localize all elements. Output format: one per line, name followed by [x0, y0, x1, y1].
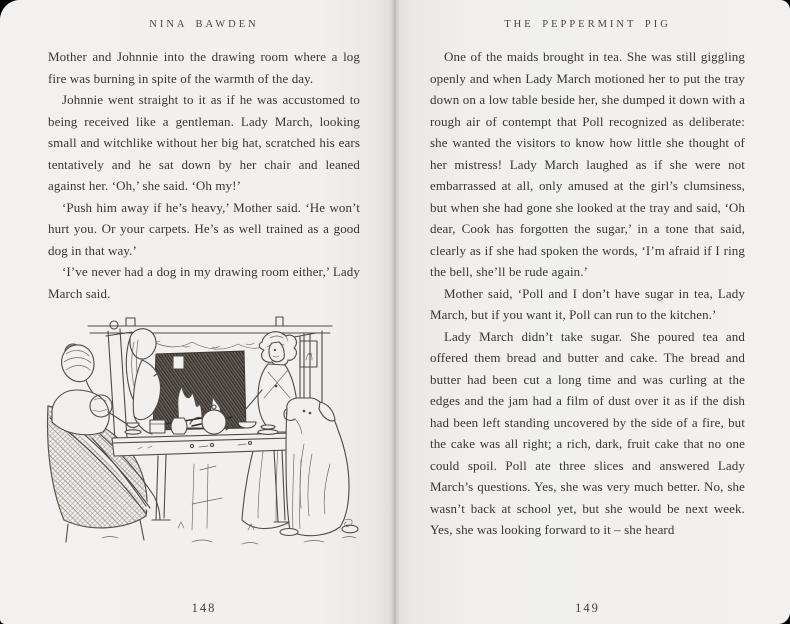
- page-number-right: 149: [575, 601, 600, 615]
- paragraph: Johnnie went straight to it as if he was accustomed to being received like a gentleman. Lady March, looking small and witchlike without her big hat, scratched his ears tentatively and he sat down by her chair and leaned against her. ‘Oh,’ she said. ‘Oh my!’: [48, 92, 360, 193]
- running-head-title: THE PEPPERMINT PIG: [504, 19, 671, 30]
- page-number-left: 148: [191, 601, 217, 615]
- paragraph: One of the maids brought in tea. She was still giggling openly and when Lady March motioned her to put the tray down on a low table beside her, she dumped it down with a rough air of contempt that Poll recognized as deliberate: she wanted the visitors to know how little she thought of her mistress! Lady March laughed as if she were not embarrassed at all, only amused at the girl’s clumsiness, but when she had gone she looked at the tray and said, ‘Oh dear, Cook has forgotten the sugar,’ in a tone that said, clearly as if she had spoken the words, ‘I’m afraid if I ring the bell, she’ll be rude again.’: [430, 49, 745, 279]
- paragraph: ‘Push him away if he’s heavy,’ Mother said. ‘He won’t hurt you. Or your carpets. He’s as well trained as a good dog in that way.’: [48, 199, 360, 258]
- right-page-inner: [395, 0, 790, 624]
- right-body-text: [430, 46, 745, 541]
- running-head-author: NINA BAWDEN: [149, 19, 259, 30]
- left-body-text: [48, 46, 360, 304]
- paragraph: Mother said, ‘Poll and I don’t have sugar in tea, Lady March, but if you want it, Poll can run to the kitchen.’: [430, 285, 745, 322]
- paragraph: Lady March didn’t take sugar. She poured tea and offered them bread and butter and cake. The bread and butter had been cut a long time and was curling at the edges and the jam had a film of dust over it as if the dish had been left standing uncovered by the side of a fire, but the cake was all right; a rich, dark, fruit cake that no one could spoil. Poll ate three slices and answered Lady March’s questions. Yes, she was very much better. No, she wasn’t back at school yet, but she would be next week. Yes, she was looking forward to it – she heard: [430, 328, 745, 537]
- book-page-right: [395, 0, 790, 624]
- paragraph: ‘I’ve never had a dog in my drawing room either,’ Lady March said.: [48, 264, 360, 301]
- tea-party-illustration: [42, 314, 364, 557]
- paragraph: Mother and Johnnie into the drawing room where a log fire was burning in spite of the warmth of the day.: [48, 49, 360, 86]
- pig-figure: [280, 398, 358, 536]
- tea-party-drawing: [42, 314, 364, 552]
